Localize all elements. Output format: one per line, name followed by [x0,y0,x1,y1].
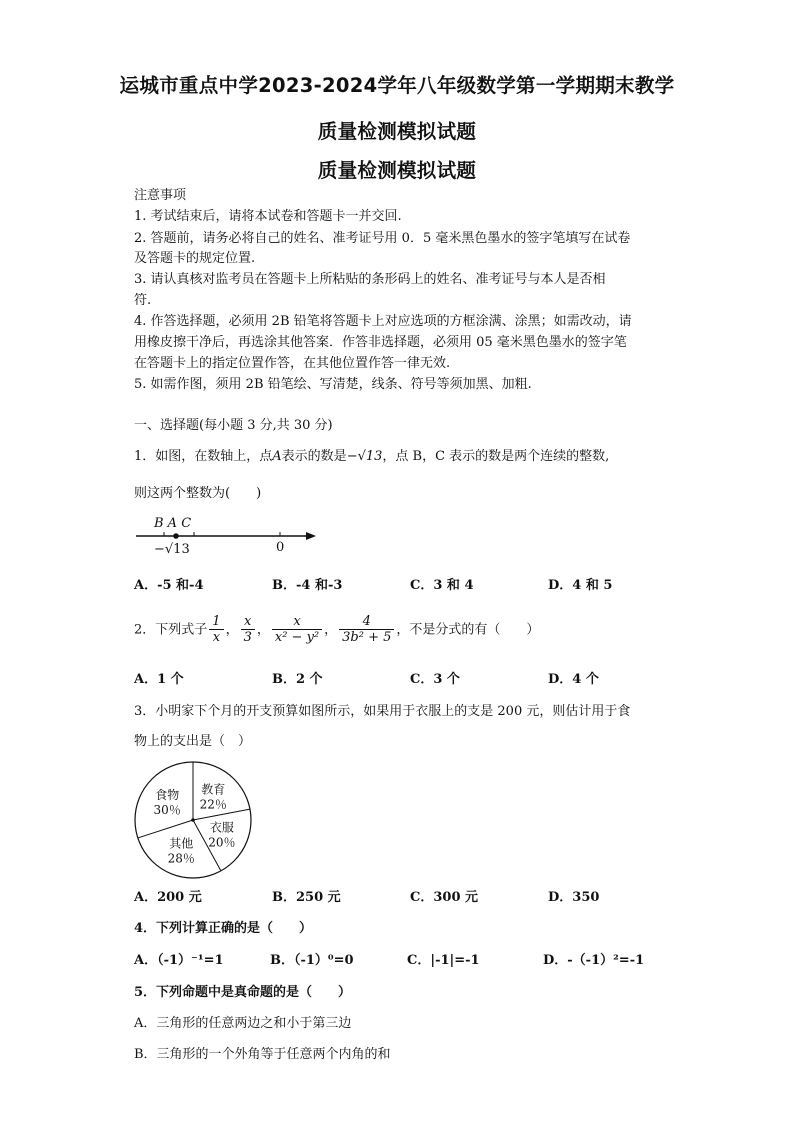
q2-option-a: A．1 个 [134,672,184,687]
notice-heading: 注意事项 [134,188,187,203]
q2-option-b: B．2 个 [272,672,323,687]
notice-line: 在答题卡上的指定位置作答，在其他位置作答一律无效. [134,356,451,371]
q4-option-a: A．（-1）⁻¹=1 [134,953,224,968]
q2-prefix: 2．下列式子 [134,622,208,638]
pie-slice-label: 衣服 [209,820,234,835]
q1-option-a: A．-5 和-4 [134,578,204,593]
pie-slice-boundary [138,820,193,838]
number-line-figure [130,512,330,560]
q4-option-d: D．-（-1）²=-1 [543,953,645,968]
q3-option-d: D．350 [548,890,600,905]
question-3-line2: 物上的支出是（ ） [134,734,252,749]
q1-option-d: D．4 和 5 [548,578,613,593]
q4-option-b: B．（-1）⁰=0 [270,953,354,968]
q3-option-c: C．300 元 [410,890,479,905]
q2-expr-4: $\frac{4}{\text{3b² + 5}}$ [339,614,394,646]
q1-point-a: A [272,449,282,464]
pie-slice-label: 食物 [155,788,180,803]
pie-center [191,818,195,822]
question-3-line1: 3．小明家下个月的开支预算如图所示，如果用于衣服上的支是 200 元，则估计用于食 [134,704,631,719]
q2-option-c: C．3 个 [410,672,460,687]
pie-slice-label: 教育 [201,782,226,797]
point-a-dot [173,533,179,539]
notice-line: 1. 考试结束后，请将本试卷和答题卡一并交回. [134,209,402,224]
q1-text-a: 1．如图，在数轴上，点 [134,449,273,464]
notice-line: 2. 答题前，请务必将自己的姓名、准考证号用 0．5 毫米黑色墨水的签字笔填写在试卷 [134,231,631,246]
number-line-arrow [306,532,316,540]
page-subtitle-repeat: 质量检测模拟试题 [317,159,477,182]
question-2-text: 2．下列式子 $\frac{1}{x}$ ， $\frac{x}{3}$ ， $\frac{x}{\text{x² − y²}}$ ， $\frac{4}{\text{3b² + 5}}$ ，不是分式的有（ ） [134,614,540,645]
q1-option-b: B．-4 和-3 [272,578,343,593]
q1-text-c: ，点 B，C 表示的数是两个连续的整数, [382,449,610,464]
q5-option-b: B．三角形的一个外角等于任意两个内角的和 [134,1047,391,1062]
question-1-line2: 则这两个整数为( ) [134,486,262,501]
q1-radical: −√13 [346,449,383,464]
pie-slice-value: 20％ [208,835,236,850]
question-4-text: 4．下列计算正确的是（ ） [134,921,313,936]
section-heading: 一、选择题(每小题 3 分,共 30 分) [134,418,333,433]
q2-expr-1: $\frac{1}{x}$ [209,614,223,646]
pie-slice-value: 22％ [199,797,227,812]
page-subtitle: 质量检测模拟试题 [317,120,477,143]
notice-line: 及答题卡的规定位置. [134,251,256,266]
q1-text-b: 表示的数是 [281,449,347,464]
question-1-text [134,449,609,464]
q2-suffix: ，不是分式的有（ ） [396,622,540,638]
notice-line: 5. 如需作图，须用 2B 铅笔绘、写清楚，线条、符号等须加黑、加粗. [134,377,532,392]
minus-sqrt13-label: −√13 [154,542,190,557]
origin-label: 0 [276,540,285,555]
q4-option-c: C．|-1|=-1 [407,953,480,968]
page-title: 运城市重点中学2023-2024学年八年级数学第一学期期末教学 [119,74,675,97]
q3-option-a: A．200 元 [134,890,202,905]
q1-option-c: C．3 和 4 [410,578,474,593]
number-line-point-labels: B A C [154,516,192,531]
q2-expr-2: $\frac{x}{3}$ [241,614,255,646]
q2-expr-3: $\frac{x}{\text{x² − y²}}$ [272,614,322,646]
pie-slice-value: 30％ [153,803,181,818]
question-5-text: 5．下列命题中是真命题的是（ ） [134,985,352,1000]
notice-line: 用橡皮擦干净后，再选涂其他答案．作答非选择题，必须用 05 毫米黑色墨水的签字笔 [134,335,627,350]
notice-line: 符. [134,293,152,308]
pie-slice-value: 28％ [167,851,195,866]
q2-option-d: D．4 个 [548,672,599,687]
notice-line: 4. 作答选择题，必须用 2B 铅笔将答题卡上对应选项的方框涂满、涂黑；如需改动，请 [134,314,632,329]
notice-line: 3. 请认真核对监考员在答题卡上所粘贴的条形码上的姓名、准考证号与本人是否相 [134,272,606,287]
budget-pie-chart [130,760,260,880]
q3-option-b: B．250 元 [272,890,341,905]
pie-slice-label: 其他 [169,836,194,851]
q5-option-a: A．三角形的任意两边之和小于第三边 [134,1016,352,1031]
